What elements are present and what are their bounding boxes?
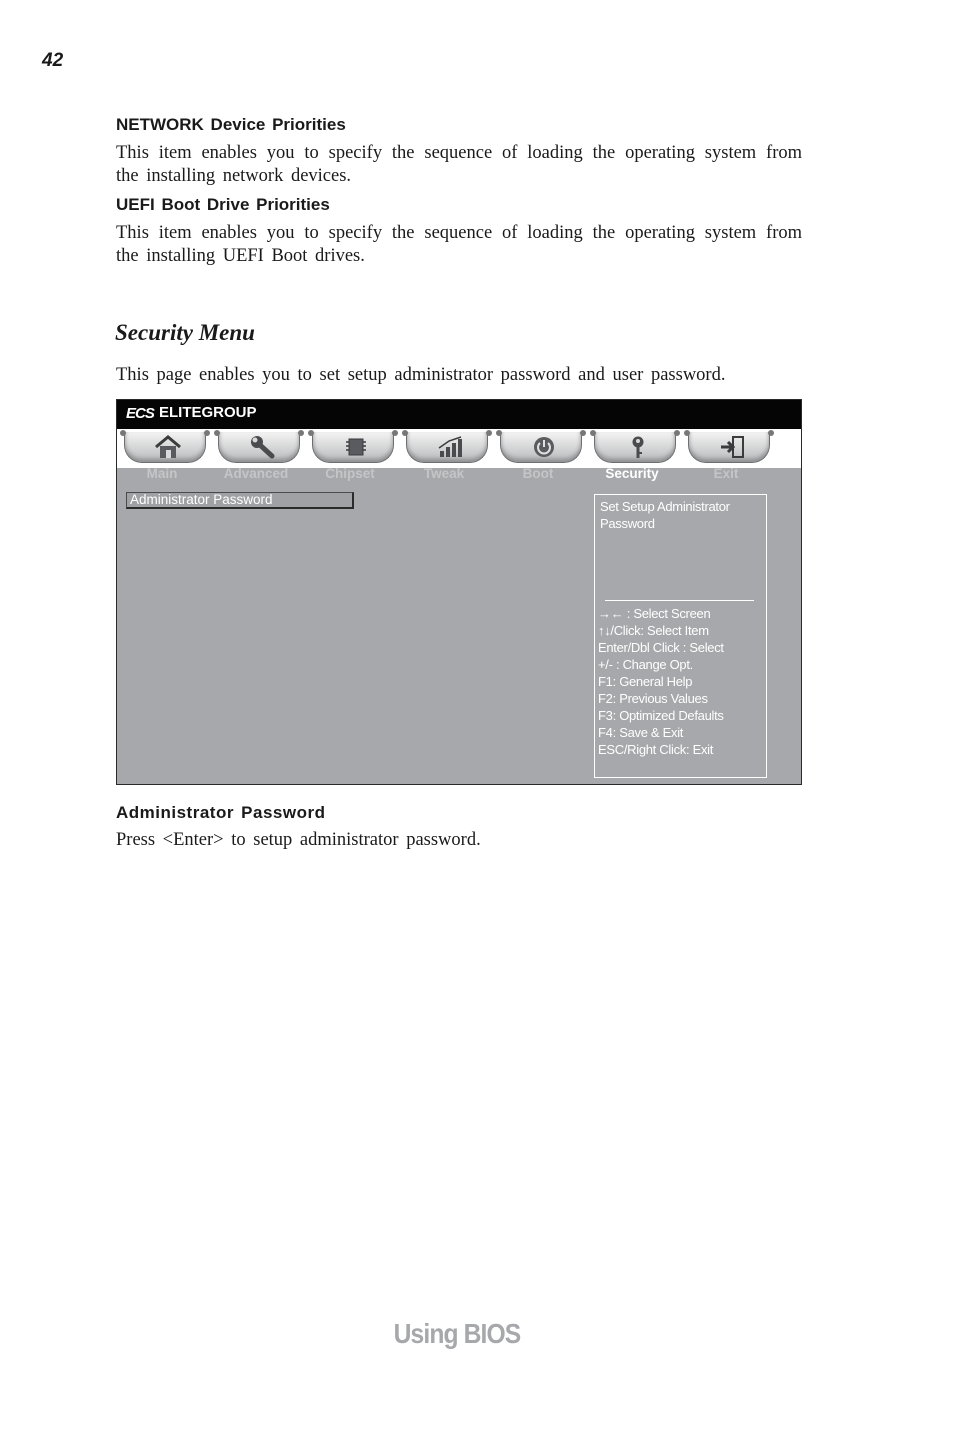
power-icon (529, 434, 559, 460)
key-hint: F4: Save & Exit (598, 725, 684, 740)
tab-main[interactable] (118, 429, 212, 496)
tab-label: Boot (522, 466, 554, 481)
bar-chart-icon (435, 434, 465, 460)
brand-name: ELITEGROUP (159, 404, 257, 421)
key-hint: ↑↓/Click: Select Item (598, 623, 709, 638)
network-priorities-heading: NETWORK Device Priorities (116, 115, 346, 134)
uefi-priorities-heading: UEFI Boot Drive Priorities (116, 195, 330, 214)
tab-tweak[interactable] (400, 429, 494, 496)
page-number: 42 (42, 50, 64, 71)
footer-title: Using BIOS (393, 1318, 521, 1349)
security-menu-title: Security Menu (115, 320, 255, 345)
key-hint: F2: Previous Values (598, 691, 708, 706)
key-legend (598, 605, 724, 758)
tab-chipset[interactable] (306, 429, 400, 496)
tab-label: Tweak (423, 466, 465, 481)
key-hint: F3: Optimized Defaults (598, 708, 724, 723)
admin-password-heading: Administrator Password (116, 803, 326, 822)
help-panel (594, 494, 767, 778)
key-hint: Enter/Dbl Click : Select (598, 640, 724, 655)
key-hint: F1: General Help (598, 674, 693, 689)
tab-label: Advanced (223, 466, 289, 481)
help-divider (605, 600, 754, 601)
key-hint: →← : Select Screen (598, 606, 711, 621)
security-menu-intro: This page enables you to set setup administrator password and user password. (116, 365, 726, 385)
tab-label: Exit (713, 466, 739, 481)
tab-label: Security (605, 466, 659, 481)
tab-advanced[interactable] (212, 429, 306, 496)
tab-security[interactable] (588, 429, 682, 496)
tab-label: Chipset (325, 466, 375, 481)
tab-label: Main (146, 466, 178, 481)
administrator-password-item[interactable]: Administrator Password (126, 492, 354, 509)
key-hint: ESC/Right Click: Exit (598, 742, 714, 757)
key-icon (623, 434, 653, 460)
admin-password-text: Press <Enter> to setup administrator password. (116, 830, 481, 850)
exit-door-icon (717, 434, 747, 460)
tab-boot[interactable] (494, 429, 588, 496)
key-hint: +/- : Change Opt. (598, 657, 693, 672)
network-priorities-text: This item enables you to specify the sequence of loading the operating system from the installing network devices. (116, 143, 802, 186)
bios-header-bar (117, 400, 801, 429)
ecs-logo: ECS (126, 405, 154, 422)
uefi-priorities-text: This item enables you to specify the sequence of loading the operating system from the installing UEFI Boot drives. (116, 223, 802, 266)
home-icon (153, 434, 183, 460)
help-description: Set Setup Administrator Password (600, 499, 730, 531)
wrench-icon (247, 434, 277, 460)
chip-icon (341, 434, 371, 460)
bios-screenshot (116, 399, 802, 785)
tab-exit[interactable] (682, 429, 776, 496)
